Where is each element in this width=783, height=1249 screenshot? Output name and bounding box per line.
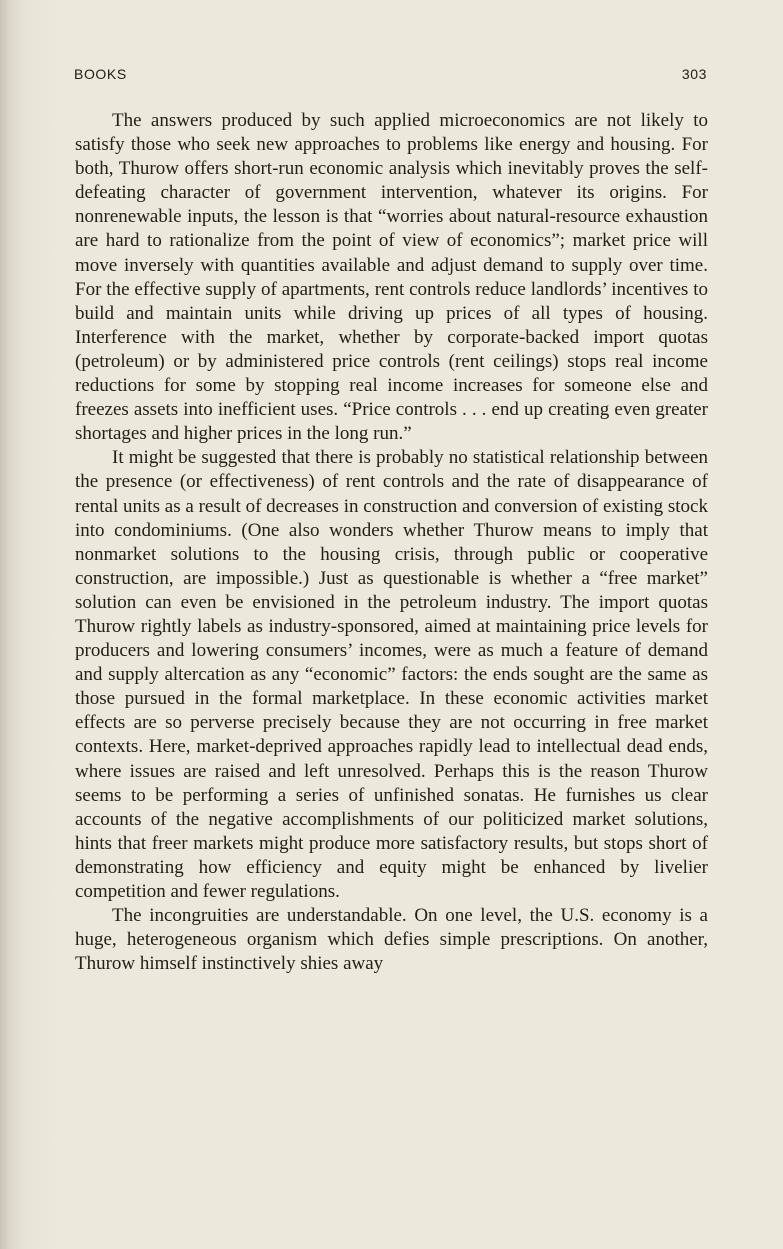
paragraph: The incongruities are understandable. On one level, the U.S. economy is a huge, heterogeneous organism which defies simple prescriptions. On another, Thurow himself instinctively shies away — [75, 905, 708, 975]
page-header — [74, 66, 707, 86]
paragraph: It might be suggested that there is probably no statistical relationship between the presence (or effectiveness) of rent controls and the rate of disappearance of rental units as a result of decreases in construction and conversion of existing stock into condominiums. (One also wonders whether Thurow means to imply that nonmarket solutions to the housing crisis, through public or cooperative construction, are impossible.) Just as questionable is whether a “free market” solution can even be envisioned in the petroleum industry. The import quotas Thurow rightly labels as industry-sponsored, aimed at maintaining price levels for producers and lowering consumers’ incomes, were as much a feature of demand and supply altercation as any “economic” factors: the ends sought are the same as those pursued in the formal marketplace. In these economic activities market effects are so perverse precisely because they are not occurring in free market contexts. Here, market-deprived approaches rapidly lead to intellectual dead ends, where issues are raised and left unresolved. Perhaps this is the reason Thurow seems to be performing a series of unfinished sonatas. He furnishes us clear accounts of the negative accomplishments of our politicized market solutions, hints that freer markets might produce more satisfactory results, but stops short of demonstrating how efficiency and equity might be enhanced by livelier competition and fewer regulations. — [75, 447, 708, 902]
running-head: BOOKS — [74, 66, 127, 82]
page-number: 303 — [681, 66, 707, 82]
paragraph: The answers produced by such applied microeconomics are not likely to satisfy those who seek new approaches to problems like energy and housing. For both, Thurow offers short-run economic analysis which inevitably proves the self-defeating character of government intervention, whatever its origins. For nonrenewable inputs, the lesson is that “worries about natural-resource exhaustion are hard to rationalize from the point of view of economics”; market price will move inversely with quantities available and adjust demand to supply over time. For the effective supply of apartments, rent controls reduce landlords’ incentives to build and maintain units while driving up prices of all types of housing. Interference with the market, whether by corporate-backed import quotas (petroleum) or by administered price controls (rent ceilings) stops real income reductions for some by stopping real income increases for someone else and freezes assets into inefficient uses. “Price controls . . . end up creating even greater shortages and higher prices in the long run.” — [75, 110, 708, 445]
body-text — [75, 109, 708, 976]
